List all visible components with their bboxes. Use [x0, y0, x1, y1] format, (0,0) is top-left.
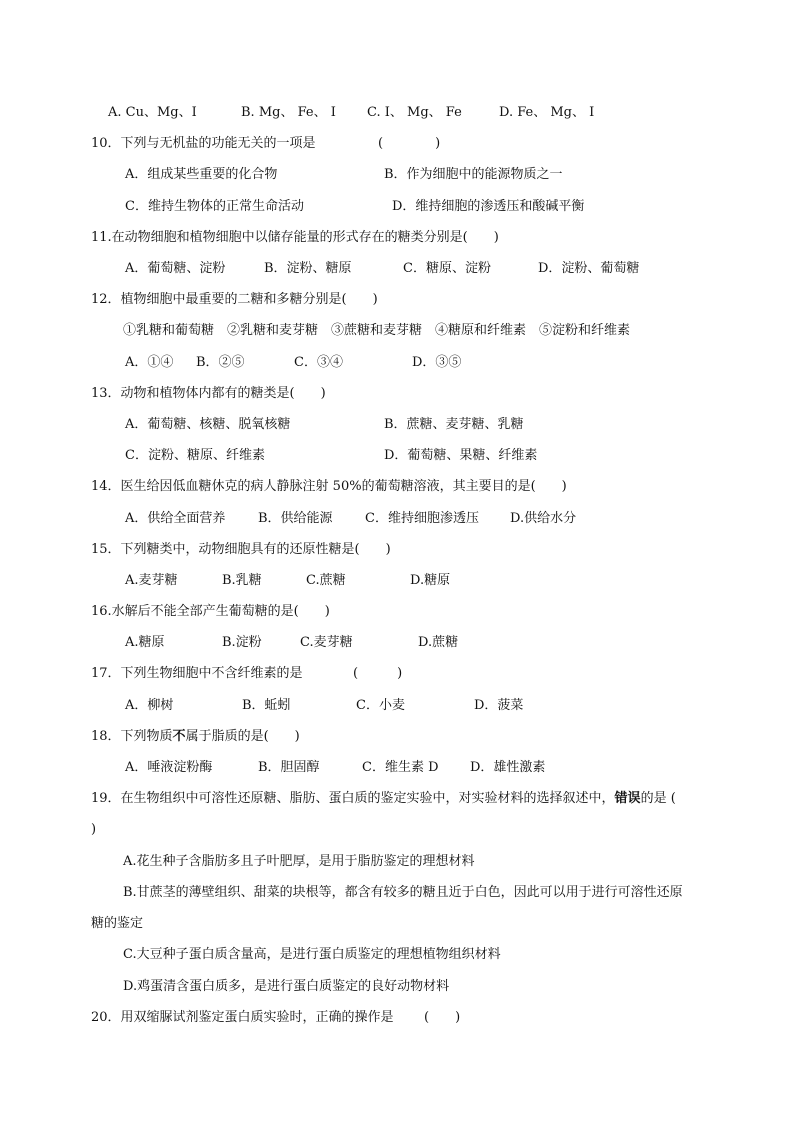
- q15-option-c: C.蔗糖: [306, 573, 346, 588]
- q15-option-a: A.麦芽糖: [125, 573, 178, 588]
- q14-option-a: A．供给全面营养: [125, 511, 226, 526]
- q19-option-c: C.大豆种子蛋白质含量高，是进行蛋白质鉴定的理想植物组织材料: [123, 947, 501, 962]
- q16-option-c: C.麦芽糖: [300, 635, 353, 650]
- q19-stem-close-paren: ): [91, 822, 97, 837]
- q18-option-b: B．胆固醇: [258, 760, 320, 775]
- q10-option-c: C．维持生物体的正常生命活动: [125, 199, 304, 214]
- q11-option-b: B．淀粉、糖原: [264, 261, 352, 276]
- q11-stem: 11.在动物细胞和植物细胞中以储存能量的形式存在的糖类分别是( ): [91, 230, 499, 245]
- q16-option-d: D.蔗糖: [418, 635, 459, 650]
- q12-option-b: B．②⑤: [196, 355, 245, 370]
- q17-option-d: D．菠菜: [474, 698, 524, 713]
- q17-paren: ( ): [353, 666, 403, 681]
- q9-option-d: D. Fe、 Mg、 I: [499, 105, 595, 120]
- q10-option-d: D．维持细胞的渗透压和酸碱平衡: [392, 199, 585, 214]
- q17-option-b: B．蚯蚓: [242, 698, 291, 713]
- q18-option-d: D．雄性激素: [470, 760, 546, 775]
- q19-stem: 19．在生物组织中可溶性还原糖、脂肪、蛋白质的鉴定实验中，对实验材料的选择叙述中，错误的是 (: [91, 791, 676, 806]
- q18-stem: 18．下列物质不属于脂质的是( ): [91, 729, 300, 744]
- q9-option-b: B. Mg、 Fe、 I: [241, 105, 336, 120]
- q14-option-b: B．供给能源: [258, 511, 333, 526]
- q12-option-d: D．③⑤: [412, 355, 462, 370]
- q19-option-b-line1: B.甘蔗茎的薄壁组织、甜菜的块根等，都含有较多的糖且近于白色，因此可以用于进行可溶性还原: [123, 885, 683, 900]
- q20-paren: ( ): [424, 1010, 461, 1025]
- q17-option-a: A．柳树: [125, 698, 174, 713]
- q16-option-b: B.淀粉: [222, 635, 262, 650]
- q12-option-a: A．①④: [125, 355, 174, 370]
- q19-stem-emphasis: 错误: [614, 791, 641, 806]
- q19-option-b-line2: 糖的鉴定: [91, 916, 144, 931]
- q10-stem: 10．下列与无机盐的功能无关的一项是: [91, 136, 316, 151]
- q13-option-a: A．葡萄糖、核糖、脱氧核糖: [125, 417, 291, 432]
- q13-option-b: B．蔗糖、麦芽糖、乳糖: [384, 417, 524, 432]
- q19-option-a: A.花生种子含脂肪多且子叶肥厚，是用于脂肪鉴定的理想材料: [123, 854, 475, 869]
- q10-option-b: B．作为细胞中的能源物质之一: [384, 167, 563, 182]
- q19-option-d: D.鸡蛋清含蛋白质多，是进行蛋白质鉴定的良好动物材料: [123, 979, 450, 994]
- q15-option-d: D.糖原: [410, 573, 451, 588]
- q18-stem-emphasis: 不: [172, 729, 186, 744]
- q13-stem: 13．动物和植物体内都有的糖类是( ): [91, 386, 326, 401]
- q12-option-c: C．③④: [294, 355, 343, 370]
- q10-option-a: A．组成某些重要的化合物: [125, 167, 278, 182]
- q14-stem: 14．医生给因低血糖休克的病人静脉注射 50%的葡萄糖溶液，其主要目的是( ): [91, 479, 567, 494]
- q17-option-c: C．小麦: [356, 698, 405, 713]
- q9-option-a: A. Cu、Mg、I: [108, 105, 197, 120]
- q11-option-c: C．糖原、淀粉: [403, 261, 491, 276]
- q12-choices: ①乳糖和葡萄糖 ②乳糖和麦芽糖 ③蔗糖和麦芽糖 ④糖原和纤维素 ⑤淀粉和纤维素: [123, 323, 631, 338]
- q14-option-d: D.供给水分: [510, 511, 577, 526]
- q16-stem: 16.水解后不能全部产生葡萄糖的是( ): [91, 604, 330, 619]
- q15-stem: 15．下列糖类中，动物细胞具有的还原性糖是( ): [91, 542, 391, 557]
- q12-stem: 12．植物细胞中最重要的二糖和多糖分别是( ): [91, 292, 378, 307]
- q18-option-c: C．维生素 D: [362, 760, 439, 775]
- q9-option-c: C. I、 Mg、 Fe: [367, 105, 462, 120]
- q11-option-d: D．淀粉、葡萄糖: [538, 261, 640, 276]
- q13-option-c: C．淀粉、糖原、纤维素: [125, 448, 265, 463]
- q13-option-d: D．葡萄糖、果糖、纤维素: [384, 448, 538, 463]
- q15-option-b: B.乳糖: [222, 573, 262, 588]
- q11-option-a: A．葡萄糖、淀粉: [125, 261, 226, 276]
- q14-option-c: C．维持细胞渗透压: [365, 511, 479, 526]
- q20-stem: 20．用双缩脲试剂鉴定蛋白质实验时，正确的操作是: [91, 1010, 394, 1025]
- q18-option-a: A．唾液淀粉酶: [125, 760, 213, 775]
- q10-paren: ( ): [378, 136, 441, 151]
- q16-option-a: A.糖原: [125, 635, 165, 650]
- q17-stem: 17．下列生物细胞中不含纤维素的是: [91, 666, 303, 681]
